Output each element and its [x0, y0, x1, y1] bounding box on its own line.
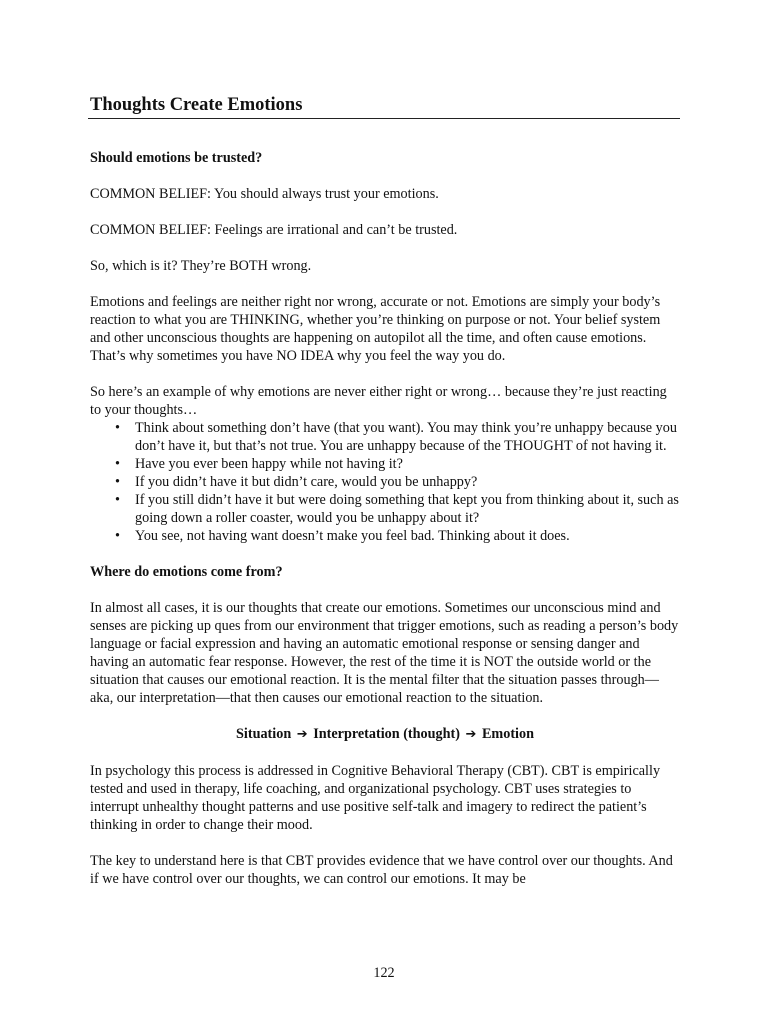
list-item: • If you didn’t have it but didn’t care, would you be unhappy?	[115, 474, 478, 490]
page-number: 122	[373, 965, 395, 981]
bullet-icon: •	[115, 456, 120, 472]
control-paragraph: The key to understand here is that CBT provides evidence that we have control over our thoughts. And if we have control over our thoughts, we can control our emotions. It may be	[90, 853, 673, 887]
bullet-icon: •	[115, 492, 120, 508]
common-belief-2: COMMON BELIEF: Feelings are irrational and can’t be trusted.	[90, 222, 458, 238]
process-flow	[90, 725, 680, 744]
example-bullet-list	[90, 419, 680, 545]
answer-paragraph: So, which is it? They’re BOTH wrong.	[90, 258, 312, 274]
page-title: Thoughts Create Emotions	[90, 95, 303, 115]
bullet-icon: •	[115, 420, 120, 436]
list-item: • Think about something don’t have (that you want). You may think you’re unhappy because you don’t have it, but that’s not true. You are unhappy because of the THOUGHT of not having it.	[115, 420, 677, 454]
list-item: • You see, not having want doesn’t make you feel bad. Thinking about it does.	[115, 528, 570, 544]
common-belief-1: COMMON BELIEF: You should always trust your emotions.	[90, 186, 439, 202]
flow-step-emotion: Emotion	[481, 726, 534, 742]
list-item: • Have you ever been happy while not having it?	[115, 456, 403, 472]
document-page	[90, 94, 680, 906]
emotions-paragraph: Emotions and feelings are neither right nor wrong, accurate or not. Emotions are simply your body’s reaction to what you are THINKING, whether you’re thinking on purpose or not. Your belief system and other unconscious thoughts are happening on autopilot all the time, and often cause emotions. That’s why sometimes you have NO IDEA why you feel the way you do.	[90, 294, 661, 364]
cbt-paragraph: In psychology this process is addressed in Cognitive Behavioral Therapy (CBT). CBT is empirically tested and used in therapy, life coaching, and organizational psychology. CBT uses strategies to interrupt unhealthy thought patterns and use positive self-talk and imagery to redirect the patient’s thinking in order to change their mood.	[90, 763, 661, 833]
flow-step-interpretation: Interpretation (thought)	[313, 726, 460, 742]
title-divider	[88, 118, 680, 119]
right-arrow-icon: ➔	[296, 727, 308, 742]
right-arrow-icon: ➔	[465, 727, 477, 742]
section-heading-origin: Where do emotions come from?	[90, 564, 283, 580]
bullet-icon: •	[115, 474, 120, 490]
section-heading-trust: Should emotions be trusted?	[90, 150, 263, 166]
example-intro-paragraph: So here’s an example of why emotions are never either right or wrong… because they’re just reacting to your thoughts…	[90, 384, 667, 418]
list-item: • If you still didn’t have it but were doing something that kept you from thinking about it, such as going down a roller coaster, would you be unhappy about it?	[115, 492, 679, 526]
origin-paragraph: In almost all cases, it is our thoughts that create our emotions. Sometimes our unconscious mind and senses are picking up ques from our environment that trigger emotions, such as reading a person’s body language or facial expression and having an automatic emotional response or sensing danger and having an automatic fear response. However, the rest of the time it is NOT the outside world or the situation that causes our emotional reaction. It is the mental filter that the situation passes through—aka, our interpretation—that then causes our emotional reaction to the situation.	[90, 600, 679, 706]
flow-step-situation: Situation	[236, 726, 292, 742]
bullet-icon: •	[115, 528, 120, 544]
